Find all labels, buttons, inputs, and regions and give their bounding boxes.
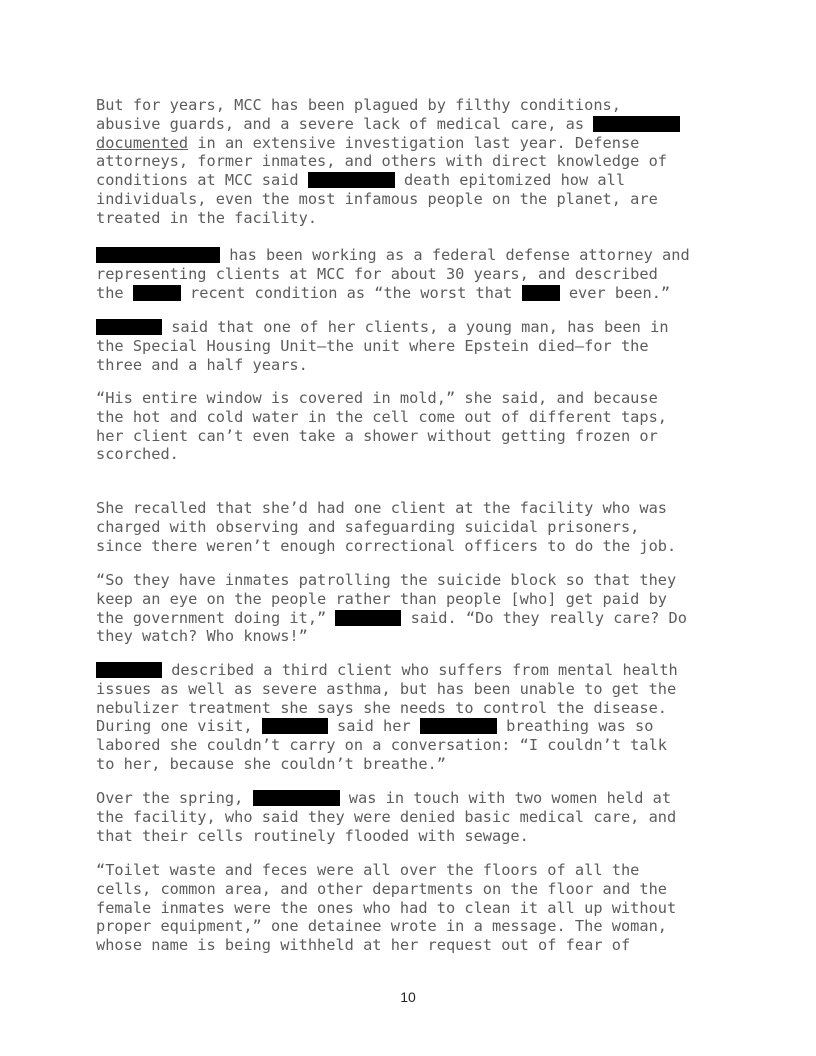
text-line: nebulizer treatment she says she needs to control the disease.: [96, 698, 667, 717]
text-line: the government doing it,” said. “Do they really care? Do: [96, 608, 687, 627]
text-line: cells, common area, and other departments on the floor and the: [96, 879, 667, 898]
text-line: representing clients at MCC for about 30 years, and described: [96, 264, 658, 283]
text-line: since there weren’t enough correctional officers to do the job.: [96, 536, 677, 555]
redaction-box: [133, 285, 181, 301]
text-line: scorched.: [96, 445, 179, 464]
text-line: that their cells routinely flooded with sewage.: [96, 826, 529, 845]
text-line: individuals, even the most infamous people on the planet, are: [96, 189, 658, 208]
text-line: “His entire window is covered in mold,” she said, and because: [96, 389, 658, 407]
redaction-box: [308, 172, 395, 188]
text-line: documented in an extensive investigation last year. Defense: [96, 133, 640, 152]
paragraph-4: [96, 389, 736, 464]
redaction-box: [96, 319, 162, 335]
text-line: labored she couldn’t carry on a conversation: “I couldn’t talk: [96, 736, 667, 755]
paragraph-2: [96, 246, 736, 302]
text-line: issues as well as severe asthma, but has been unable to get the: [96, 679, 677, 698]
redaction-box: [253, 790, 340, 806]
text-line: the Special Housing Unit—the unit where Epstein died—for the: [96, 336, 649, 355]
text-line: said that one of her clients, a young man, has been in: [96, 318, 736, 337]
text-line: the hot and cold water in the cell come out of different taps,: [96, 407, 667, 426]
text-line: She recalled that she’d had one client at the facility who was: [96, 499, 667, 517]
text-line: proper equipment,” one detainee wrote in a message. The woman,: [96, 917, 667, 936]
redaction-box: [420, 718, 497, 734]
redaction-box: [96, 662, 162, 678]
text-line: whose name is being withheld at her request out of fear of: [96, 936, 631, 955]
redaction-box: [522, 285, 560, 301]
text-line: attorneys, former inmates, and others with direct knowledge of: [96, 152, 667, 171]
redaction-box: [593, 116, 680, 132]
text-line: described a third client who suffers from mental health: [96, 661, 736, 680]
text-line: But for years, MCC has been plagued by filthy conditions,: [96, 96, 621, 114]
text-line: conditions at MCC said death epitomized how all: [96, 171, 626, 190]
text-line: “So they have inmates patrolling the suicide block so that they: [96, 571, 677, 589]
paragraph-9: [96, 861, 736, 955]
redaction-box: [96, 247, 220, 263]
text-line: female inmates were the ones who had to clean it all up without: [96, 898, 677, 917]
text-line: the recent condition as “the worst that ever been.”: [96, 283, 671, 302]
paragraph-3: [96, 318, 736, 374]
text-line: her client can’t even take a shower without getting frozen or: [96, 426, 658, 445]
paragraph-8: [96, 789, 736, 845]
paragraph-1: [96, 96, 736, 228]
redaction-box: [262, 718, 328, 734]
text-line: the facility, who said they were denied basic medical care, and: [96, 807, 677, 826]
documented-link[interactable]: documented: [96, 133, 189, 152]
paragraph-6: [96, 571, 736, 646]
text-line: keep an eye on the people rather than people [who] get paid by: [96, 589, 667, 608]
text-line: Over the spring, was in touch with two women held at: [96, 789, 672, 807]
redaction-box: [335, 610, 401, 626]
text-line: to her, because she couldn’t breathe.”: [96, 754, 446, 773]
page-number: 10: [400, 989, 416, 1005]
text-line: has been working as a federal defense attorney and: [96, 246, 736, 265]
paragraph-5: [96, 499, 736, 555]
paragraph-7: [96, 661, 736, 774]
text-line: During one visit, said her breathing was so: [96, 717, 654, 736]
text-line: abusive guards, and a severe lack of medical care, as: [96, 115, 736, 134]
text-line: they watch? Who knows!”: [96, 627, 308, 646]
text-line: three and a half years.: [96, 355, 308, 374]
text-line: “Toilet waste and feces were all over the floors of all the: [96, 861, 640, 879]
text-line: charged with observing and safeguarding suicidal prisoners,: [96, 517, 640, 536]
text-line: treated in the facility.: [96, 208, 318, 227]
